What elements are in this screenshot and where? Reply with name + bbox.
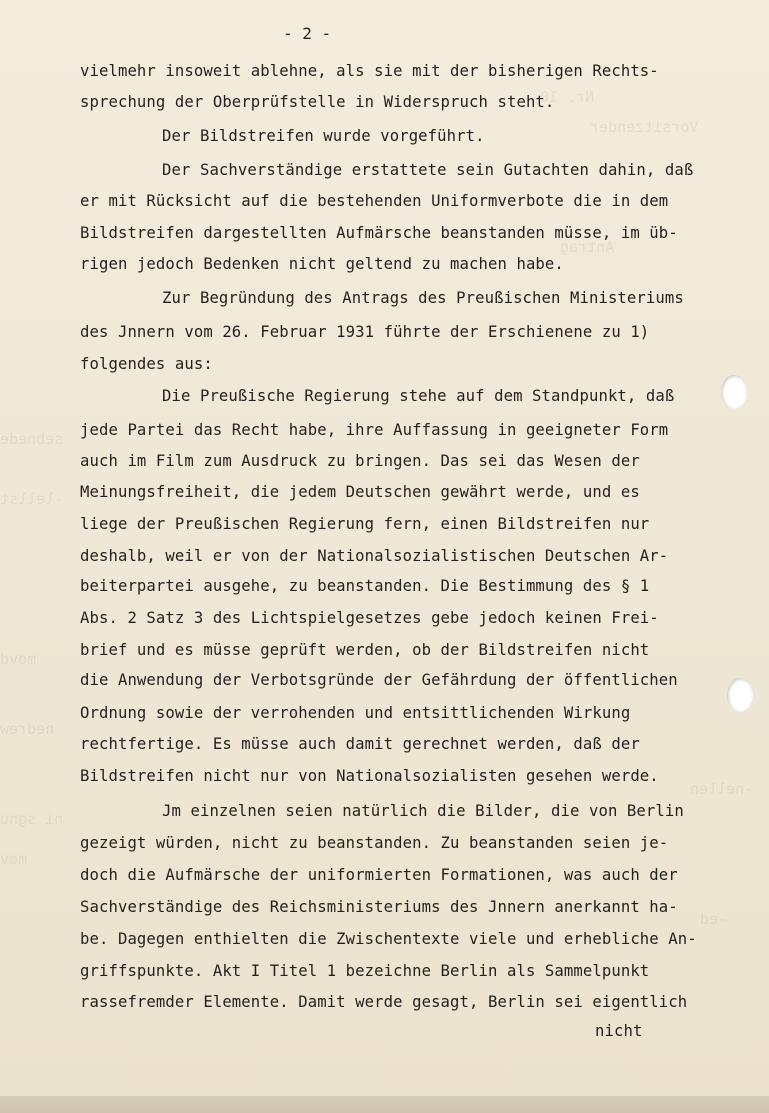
- text-line: griffspunkte. Akt I Titel 1 bezeichne Berlin als Sammelpunkt: [80, 962, 650, 980]
- text-line: brief und es müsse geprüft werden, ob der Bildstreifen nicht: [80, 641, 650, 659]
- text-line: Zur Begründung des Antrags des Preußischen Ministeriums: [162, 289, 684, 307]
- text-line: Die Preußische Regierung stehe auf dem Standpunkt, daß: [162, 387, 675, 405]
- text-line: deshalb, weil er von der Nationalsozialistischen Deutschen Ar-: [80, 547, 669, 565]
- punch-hole: [727, 678, 753, 712]
- text-line: Der Sachverständige erstattete sein Gutachten dahin, daß: [162, 161, 694, 179]
- text-line: Meinungsfreiheit, die jedem Deutschen gewährt werde, und es: [80, 483, 640, 501]
- text-line: Der Bildstreifen wurde vorgeführt.: [162, 127, 485, 145]
- text-line: rigen jedoch Bedenken nicht geltend zu machen habe.: [80, 255, 564, 273]
- text-line: rassefremder Elemente. Damit werde gesagt, Berlin sei eigentlich: [80, 993, 688, 1011]
- page-bottom-edge: [0, 1096, 769, 1113]
- text-line: gezeigt würden, nicht zu beanstanden. Zu beanstanden seien je-: [80, 834, 669, 852]
- text-line: be. Dagegen enthielten die Zwischentexte viele und erhebliche An-: [80, 930, 697, 948]
- bleed-through-text: Nr. 10 Vorsitzender Antrag sebnede -lellst movd nedrew -nellen ni sgnu mov -ed: [0, 88, 754, 928]
- text-line: Abs. 2 Satz 3 des Lichtspielgesetzes gebe jedoch keinen Frei-: [80, 609, 659, 627]
- punch-hole: [721, 375, 747, 409]
- text-line: sprechung der Oberprüfstelle in Widerspruch steht.: [80, 93, 555, 111]
- text-line: Jm einzelnen seien natürlich die Bilder, die von Berlin: [162, 802, 684, 820]
- text-line: folgendes aus:: [80, 355, 213, 373]
- text-line: er mit Rücksicht auf die bestehenden Uniformverbote die in dem: [80, 192, 669, 210]
- text-line: auch im Film zum Ausdruck zu bringen. Das sei das Wesen der: [80, 452, 640, 470]
- text-line: die Anwendung der Verbotsgründe der Gefährdung der öffentlichen: [80, 671, 678, 689]
- text-line: doch die Aufmärsche der uniformierten Formationen, was auch der: [80, 866, 678, 884]
- text-line: des Jnnern vom 26. Februar 1931 führte der Erschienene zu 1): [80, 323, 650, 341]
- text-line: Bildstreifen dargestellten Aufmärsche beanstanden müsse, im üb-: [80, 224, 678, 242]
- text-line: Sachverständige des Reichsministeriums des Jnnern anerkannt ha-: [80, 898, 678, 916]
- text-line: vielmehr insoweit ablehne, als sie mit der bisherigen Rechts-: [80, 62, 659, 80]
- text-line: beiterpartei ausgehe, zu beanstanden. Die Bestimmung des § 1: [80, 577, 650, 595]
- text-line: jede Partei das Recht habe, ihre Auffassung in geeigneter Form: [80, 421, 669, 439]
- text-line: rechtfertige. Es müsse auch damit gerechnet werden, daß der: [80, 735, 640, 753]
- text-line: nicht: [595, 1022, 643, 1040]
- text-line: Bildstreifen nicht nur von Nationalsozialisten gesehen werde.: [80, 767, 659, 785]
- text-line: liege der Preußischen Regierung fern, einen Bildstreifen nur: [80, 515, 650, 533]
- text-line: Ordnung sowie der verrohenden und entsittlichenden Wirkung: [80, 704, 631, 722]
- page-number: - 2 -: [283, 24, 332, 43]
